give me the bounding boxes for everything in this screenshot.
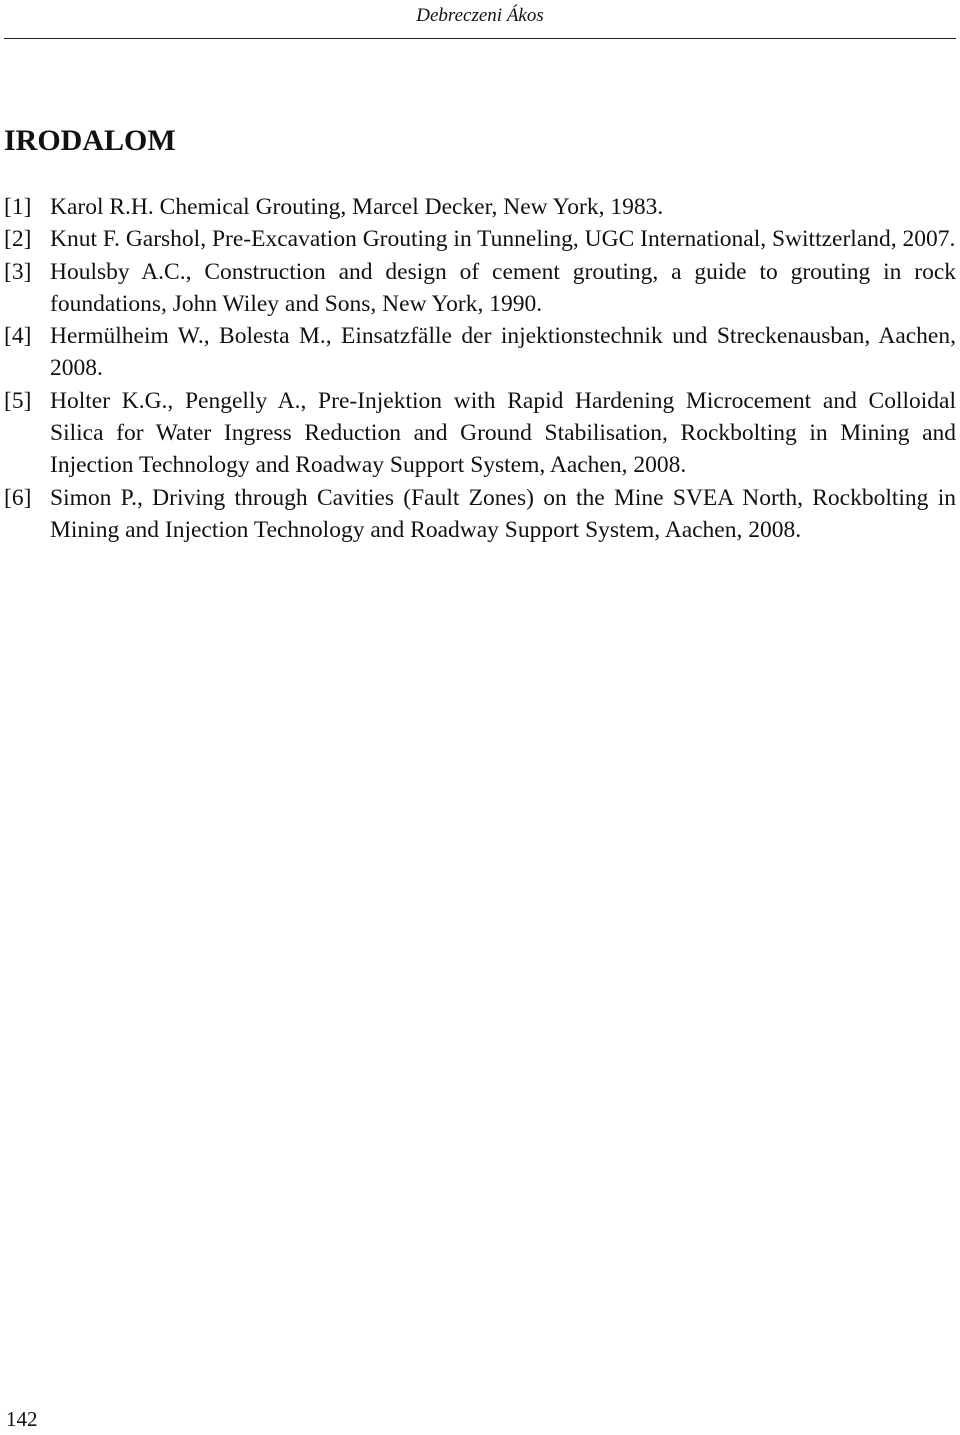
reference-item-3 [4, 256, 956, 321]
reference-item-1 [4, 191, 956, 223]
header-divider [4, 38, 956, 39]
reference-text: Holter K.G., Pengelly A., Pre-Injektion with Rapid Hardening Microcement and Colloidal Silica for Water Ingress Reduction and Ground Stabilisation, Rockbolting in Mining and Injection Technology and Roadway Support System, Aachen, 2008. [50, 387, 956, 479]
reference-text: Houlsby A.C., Construction and design of cement grouting, a guide to grouting in rock foundations, John Wiley and Sons, New York, 1990. [50, 258, 956, 317]
reference-item-6 [4, 482, 956, 547]
reference-text: Hermülheim W., Bolesta M., Einsatzfälle der injektionstechnik und Streckenausban, Aachen, 2008. [50, 323, 956, 382]
reference-item-2 [4, 223, 956, 255]
reference-text: Karol R.H. Chemical Grouting, Marcel Decker, New York, 1983. [50, 194, 664, 220]
reference-text: Knut F. Garshol, Pre-Excavation Grouting in Tunneling, UGC International, Swittzerland, 2007. [50, 226, 956, 253]
page-number: 142 [6, 1407, 38, 1431]
reference-number: [3] [4, 258, 32, 285]
reference-number: [4] [4, 323, 32, 350]
reference-item-4 [4, 320, 956, 385]
reference-number: [5] [4, 387, 32, 414]
reference-number: [2] [4, 226, 32, 253]
reference-list [4, 191, 956, 546]
reference-item-5 [4, 385, 956, 482]
reference-number: [1] [4, 194, 32, 220]
reference-text: Simon P., Driving through Cavities (Fault Zones) on the Mine SVEA North, Rockbolting in Mining and Injection Technology and Roadway Support System, Aachen, 2008. [50, 484, 956, 543]
running-header: Debreczeni Ákos [416, 5, 544, 26]
reference-number: [6] [4, 484, 32, 511]
section-title: IRODALOM [4, 124, 176, 157]
